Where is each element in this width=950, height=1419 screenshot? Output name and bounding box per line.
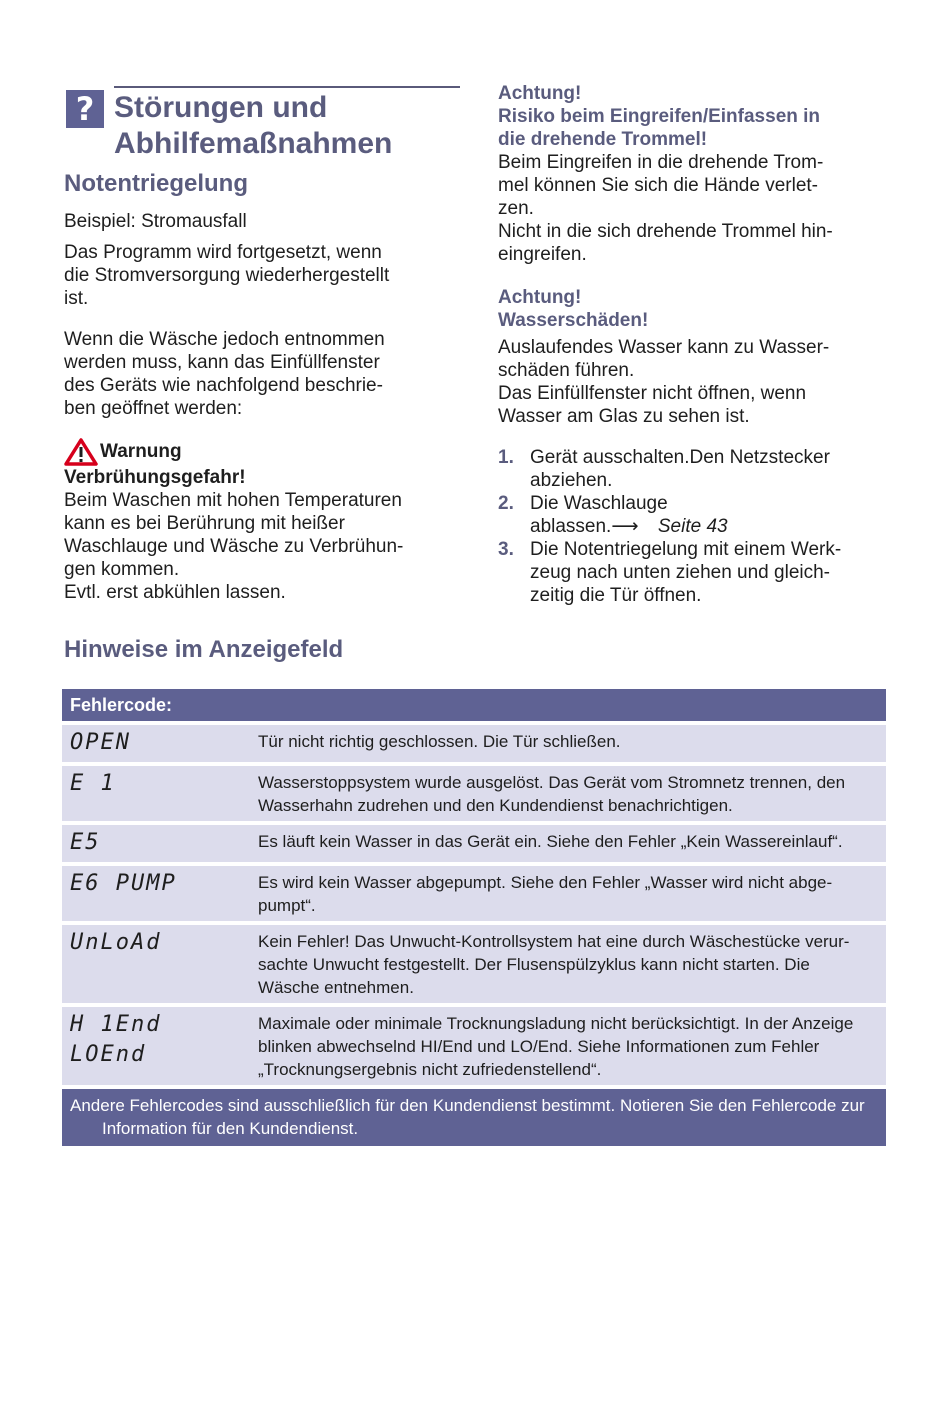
error-description: Es wird kein Wasser abgepumpt. Siehe den Fehler „Wasser wird nicht abge- pumpt“. [258,873,833,915]
step-1: 1. Gerät ausschalten.Den Netzstecker abziehen. [498,447,830,491]
right-column [498,82,898,607]
error-code: OPEN [70,730,131,755]
error-description: Wasserstoppsystem wurde ausgelöst. Das Gerät vom Stromnetz trennen, den Wasserhahn zudrehen und den Kundendienst benachrichtigen. [258,773,846,815]
caution-2-title: Wasserschäden! [498,310,649,331]
step-3: 3. Die Notentriegelung mit einem Werk- zeug nach unten ziehen und gleich- zeitig die Tür öffnen. [498,539,842,606]
table-row [62,766,886,821]
steps-list [498,446,898,607]
table-row [62,866,886,921]
error-code: UnLoAd [70,930,162,955]
error-description: Tür nicht richtig geschlossen. Die Tür schließen. [258,732,621,751]
warning-triangle-icon [64,438,98,466]
page-reference-link[interactable]: Seite 43 [657,516,728,537]
error-code: E 1 [70,771,116,796]
error-code-table [62,689,886,1146]
table-header: Fehlercode: [62,689,886,721]
page-title-line-2: Abhilfemaßnahmen [114,127,393,160]
question-icon: ? [66,90,104,128]
warning-heading [64,438,460,466]
error-description: Es läuft kein Wasser in das Gerät ein. Siehe den Fehler „Kein Wassereinlauf“. [258,832,843,851]
section-2-title: Hinweise im Anzeigefeld [64,636,344,663]
table-row [62,1007,886,1085]
caution-1-label: Achtung! [498,83,582,104]
error-description: Maximale oder minimale Trocknungsladung nicht berücksichtigt. In der Anzeige blinken abwechselnd HI/End und LO/End. Siehe Informationen zum Fehler „Trocknungsergebnis nicht zufriedenstellend“. [258,1014,854,1079]
page-title-line-1: Störungen und [114,91,328,124]
section-header [64,82,460,170]
error-description: Kein Fehler! Das Unwucht-Kontrollsystem hat eine durch Wäschestücke verur- sachte Unwucht festgestellt. Der Flusenspülzyklus kann nicht starten. Die Wäsche entnehmen. [258,932,850,997]
table-row [62,725,886,762]
table-row [62,825,886,862]
page-title [114,90,392,162]
caution-1-title: Risiko beim Eingreifen/Einfassen in die drehende Trommel! [498,106,821,150]
left-column [64,82,460,604]
step-2: 2. Die Waschlauge ablassen.⟶ Seite 43 [498,493,728,537]
table-footer: Andere Fehlercodes sind ausschließlich für den Kundendienst bestimmt. Notieren Sie den Fehlercode zur Information für den Kundendienst. [62,1089,886,1146]
header-rule [114,86,460,88]
warning-title: Verbrühungsgefahr! [64,467,246,488]
caution-2-label: Achtung! [498,287,582,308]
error-code: E6 PUMP [70,871,177,896]
paragraph-3: Wenn die Wäsche jedoch entnommen werden muss, kann das Einfüllfenster des Geräts wie nachfolgend beschrie- ben geöffnet werden: [64,329,385,419]
paragraph-2: Das Programm wird fortgesetzt, wenn die Stromversorgung wiederhergestellt ist. [64,242,390,309]
table-row [62,925,886,1003]
caution-2-text: Auslaufendes Wasser kann zu Wasser- schäden führen. Das Einfüllfenster nicht öffnen, wenn Wasser am Glas zu sehen ist. [498,337,830,427]
subtitle: Notentriegelung [64,170,248,197]
error-code: E5 [70,830,101,855]
caution-1-text: Beim Eingreifen in die drehende Trom- mel können Sie sich die Hände verlet- zen. Nicht in die sich drehende Trommel hin- eingreifen. [498,152,833,265]
warning-text: Beim Waschen mit hohen Temperaturen kann es bei Berührung mit heißer Waschlauge und Wäsche zu Verbrühun- gen kommen. Evtl. erst abkühlen lassen. [64,490,404,603]
error-code: H 1End LOEnd [70,1012,162,1067]
warning-label: Warnung [100,441,182,462]
example-text: Beispiel: Stromausfall [64,211,247,232]
